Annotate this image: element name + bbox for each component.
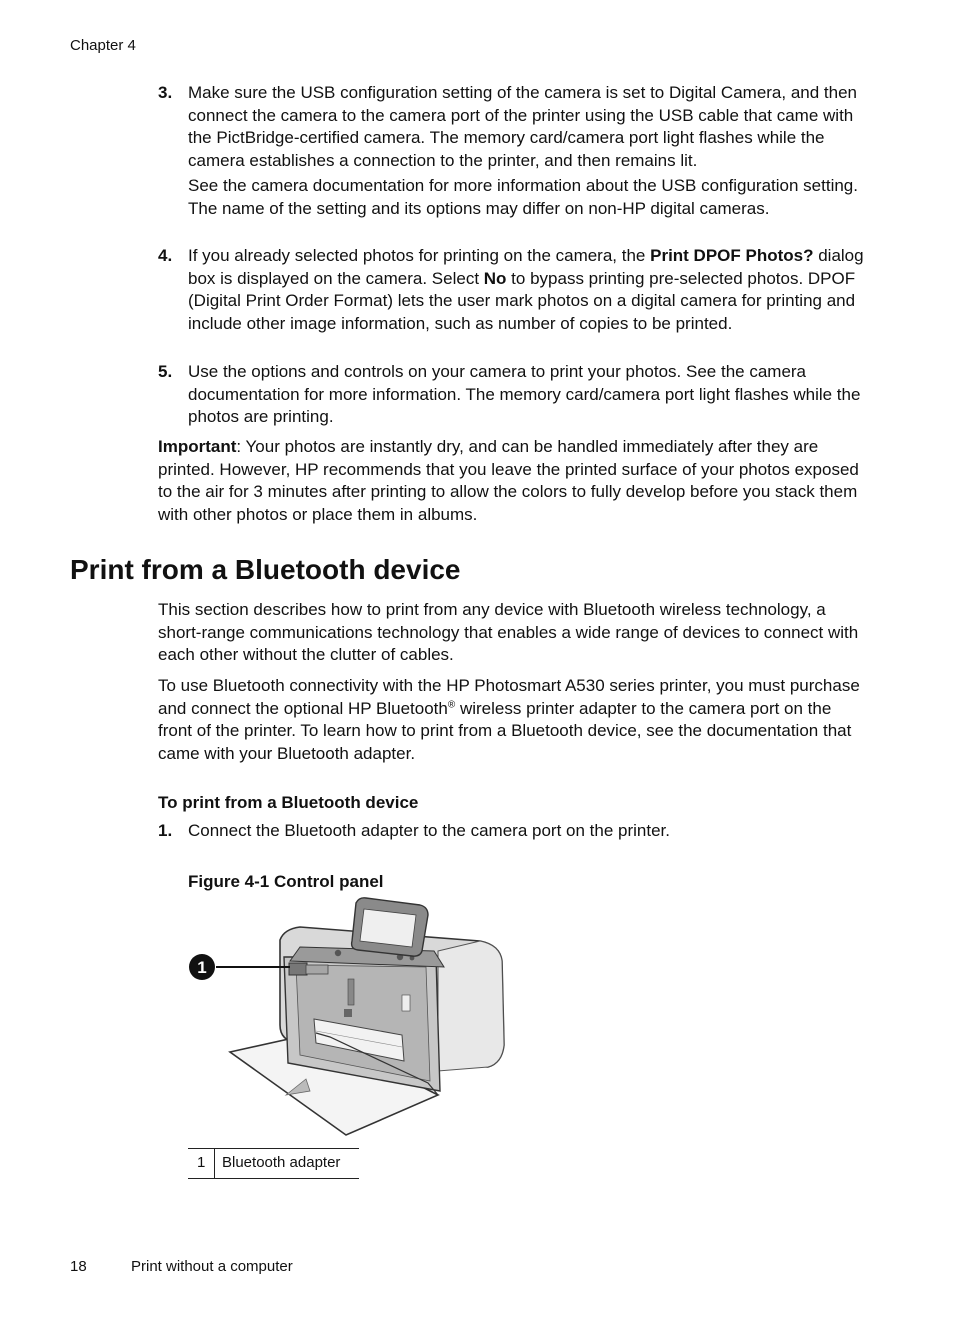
step-5 — [158, 361, 870, 429]
callout-number: 1 — [197, 958, 207, 977]
legend-number: 1 — [188, 1149, 215, 1179]
procedure-title: To print from a Bluetooth device — [158, 793, 419, 812]
step-number: 5. — [158, 362, 173, 381]
legend-label: Bluetooth adapter — [215, 1149, 360, 1179]
option-no: No — [483, 268, 507, 288]
step-paragraph: Make sure the USB configuration setting of the camera is set to Digital Camera, and then connect the camera to the camera port of the printer using the USB cable that came with the PictBridge-certified camera. The memory card/camera port light flashes while the camera establishes a connection to the printer, and then remains lit. — [188, 83, 858, 170]
step-4 — [158, 245, 870, 335]
section-paragraph: To use Bluetooth connectivity with the HP Photosmart A530 series printer, you must purchase and connect the optional HP Bluetooth® wireless printer adapter to the camera port on the front of the printer. To learn how to print from a Bluetooth device, see the documentation that came with your Bluetooth adapter. — [158, 676, 860, 763]
step-paragraph: Connect the Bluetooth adapter to the camera port on the printer. — [188, 821, 670, 840]
step-paragraph: If you already selected photos for printing on the camera, the Print DPOF Photos? dialog box is displayed on the camera. Select No to bypass printing pre-selected photos. DPOF (Digital Print Order Format) lets the user mark photos on a digital camera for printing and include other image information, such as number of copies to be printed. — [188, 246, 864, 333]
page-number: 18 — [70, 1258, 87, 1275]
important-label: Important — [158, 437, 237, 456]
figure-caption: Figure 4-1 Control panel — [188, 872, 384, 891]
registered-mark: ® — [447, 698, 456, 710]
step-3 — [158, 82, 870, 220]
procedure-step-1 — [158, 820, 870, 843]
footer-section: Print without a computer — [131, 1258, 293, 1275]
table-row — [188, 1149, 359, 1179]
printer-illustration — [188, 895, 508, 1143]
dialog-name: Print DPOF Photos? — [650, 246, 814, 265]
section-title: Print from a Bluetooth device — [70, 554, 461, 585]
step-number: 1. — [158, 821, 173, 840]
step-paragraph: Use the options and controls on your camera to print your photos. See the camera documentation for more information. The memory card/camera port light flashes while the photos are printing. — [188, 362, 861, 426]
step-number: 4. — [158, 246, 173, 265]
important-note: Important: Your photos are instantly dry, and can be handled immediately after they are printed. However, HP recommends that you leave the printed surface of your photos exposed to the air for 3 minutes after printing to allow the colors to fully develop before you stack them with other photos or place them in albums. — [158, 437, 859, 524]
figure-legend — [188, 1148, 359, 1179]
chapter-header: Chapter 4 — [70, 37, 136, 54]
step-paragraph: See the camera documentation for more information about the USB configuration setting. The name of the setting and its options may differ on non-HP digital cameras. — [188, 176, 858, 218]
printer-figure — [188, 895, 508, 1143]
step-number: 3. — [158, 83, 173, 102]
section-intro: This section describes how to print from any device with Bluetooth wireless technology, a short-range communications technology that enables a wide range of devices to connect with each other without the clutter of cables. — [158, 600, 859, 664]
